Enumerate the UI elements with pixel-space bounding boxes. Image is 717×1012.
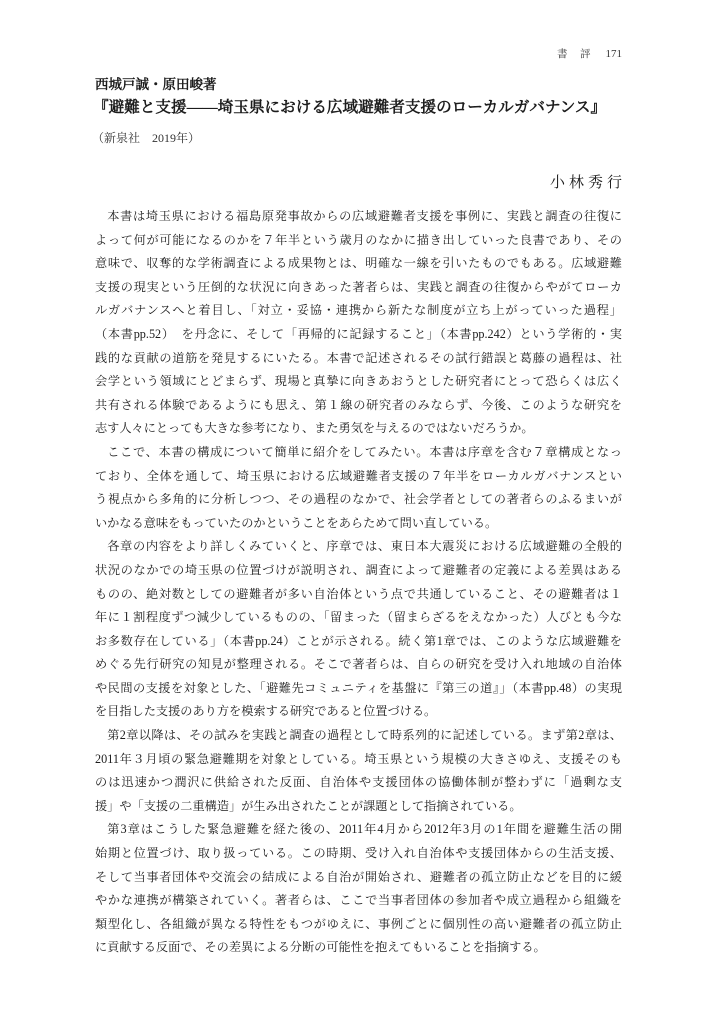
paragraph-2 <box>95 441 622 535</box>
book-publisher: （新泉社 2019年） <box>92 131 201 145</box>
body-line: お多数存在している」（本書pp.24）ことが示される。続く第1章では、このような広域避難を <box>95 633 622 648</box>
body-line: 2011年３月頃の緊急避難期を対象としている。埼玉県という規模の大きさゆえ、支援そのも <box>95 751 622 766</box>
body-line: や民間の支援を対象とした、「避難先コミュニティを基盤に『第三の道』」（本書pp.48）の実現 <box>95 680 622 695</box>
paragraph-1 <box>95 205 622 441</box>
body-line: 始期と位置づけ、取り扱っている。この時期、受け入れ自治体や支援団体からの生活支援、 <box>95 846 622 861</box>
body-line: （本書pp.52） を丹念に、そして「再帰的に記録すること」（本書pp.242）という学術的・実 <box>95 326 622 341</box>
body-line: ここで、本書の構成について簡単に紹介をしてみたい。本書は序章を含む７章構成となっ <box>107 444 622 459</box>
body-line: 年に１割程度ずつ減少しているものの、「留まった（留まらざるをえなかった）人びとも今な <box>95 610 622 625</box>
body-line: 援」や「支援の二重構造」が生み出されたことが課題として指摘されている。 <box>95 798 522 813</box>
body-line: 第3章はこうした緊急避難を経た後の、2011年4月から2012年3月の1年間を避難生活の開 <box>107 822 622 837</box>
body-line: 第2章以降は、その試みを実践と調査の過程として時系列的に記述している。まず第2章は、 <box>107 728 622 743</box>
body-line: 共有される体験であるようにも思え、第１線の研究者のみならず、今後、このような研究を <box>95 397 622 412</box>
paragraph-5 <box>95 818 622 960</box>
body-line: 践的な貢献の道筋を発見するにいたる。本書で記述されるその試行錯誤と葛藤の過程は、社 <box>95 350 622 365</box>
body-line: を目指した支援のあり方を模索する研究であると位置づける。 <box>95 704 437 719</box>
review-body <box>95 205 622 960</box>
body-line: めぐる先行研究の知見が整理される。そこで著者らは、自らの研究を受け入れ地域の自治体 <box>95 657 622 672</box>
body-line: 各章の内容をより詳しくみていくと、序章では、東日本大震災における広域避難の全般的 <box>107 539 622 554</box>
reviewer-name: 小林秀行 <box>549 175 626 191</box>
body-line: 状況のなかでの埼玉県の位置づけが説明され、調査によって避難者の定義による差異はある <box>95 562 622 577</box>
body-line: 志す人々にとっても大きな参考になり、また勇気を与えるのではないだろうか。 <box>95 421 534 436</box>
paragraph-3 <box>95 535 622 724</box>
paragraph-4 <box>95 724 622 818</box>
body-line: 支援の現実という圧倒的な状況に向きあった著者らは、実践と調査の往復からやがてローカ <box>95 279 622 294</box>
body-line: そして当事者団体や交流会の結成による自治が開始され、避難者の孤立防止などを目的に緩 <box>95 869 622 884</box>
body-line: 本書は埼玉県における福島原発事故からの広域避難者支援を事例に、実践と調査の往復に <box>107 209 622 223</box>
body-line: のは迅速かつ潤沢に供給された反面、自治体や支援団体の協働体制が整わずに「過剰な支 <box>95 775 622 790</box>
body-line: 意味で、収奪的な学術調査による成果物とは、明確な一線を引いたものでもある。広域避難 <box>95 256 622 271</box>
book-authors: 西城戸誠・原田峻著 <box>95 77 217 92</box>
body-line: 会学という領域にとどまらず、現場と真摯に向きあおうとした研究者にとって恐らくは広く <box>95 374 622 389</box>
body-line: やかな連携が構築されていく。著者らは、ここで当事者団体の参加者や成立過程から組織を <box>95 893 622 908</box>
body-line: ており、全体を通して、埼玉県における広域避難者支援の７年半をローカルガバナンスとい <box>95 468 622 483</box>
body-line: ものの、絶対数としての避難者が多い自治体という点で共通していること、その避難者は１ <box>95 586 622 601</box>
body-line: 類型化し、各組織が異なる特性をもつがゆえに、事例ごとに個別性の高い避難者の孤立防止 <box>95 916 622 931</box>
body-line: に貢献する反面で、その差異による分断の可能性を抱えてもいることを指摘する。 <box>95 940 546 955</box>
page-number: 171 <box>605 48 622 60</box>
section-label: 書 評 <box>557 49 592 60</box>
running-head <box>557 46 622 63</box>
body-line: ルガバナンスへと着目し、「対立・妥協・連携から新たな制度が立ち上がっていった過程」 <box>95 303 622 318</box>
body-line: いかなる意味をもっていたのかということをあらためて問い直している。 <box>95 515 498 530</box>
body-line: よって何が可能になるのかを７年半という歳月のなかに描き出していった良書であり、その <box>95 232 622 247</box>
book-title: 『避難と支援――埼玉県における広域避難者支援のローカルガバナンス』 <box>93 99 607 116</box>
body-line: う視点から多角的に分析しつつ、その過程のなかで、社会学者としての著者らのふるまいが <box>95 492 622 507</box>
